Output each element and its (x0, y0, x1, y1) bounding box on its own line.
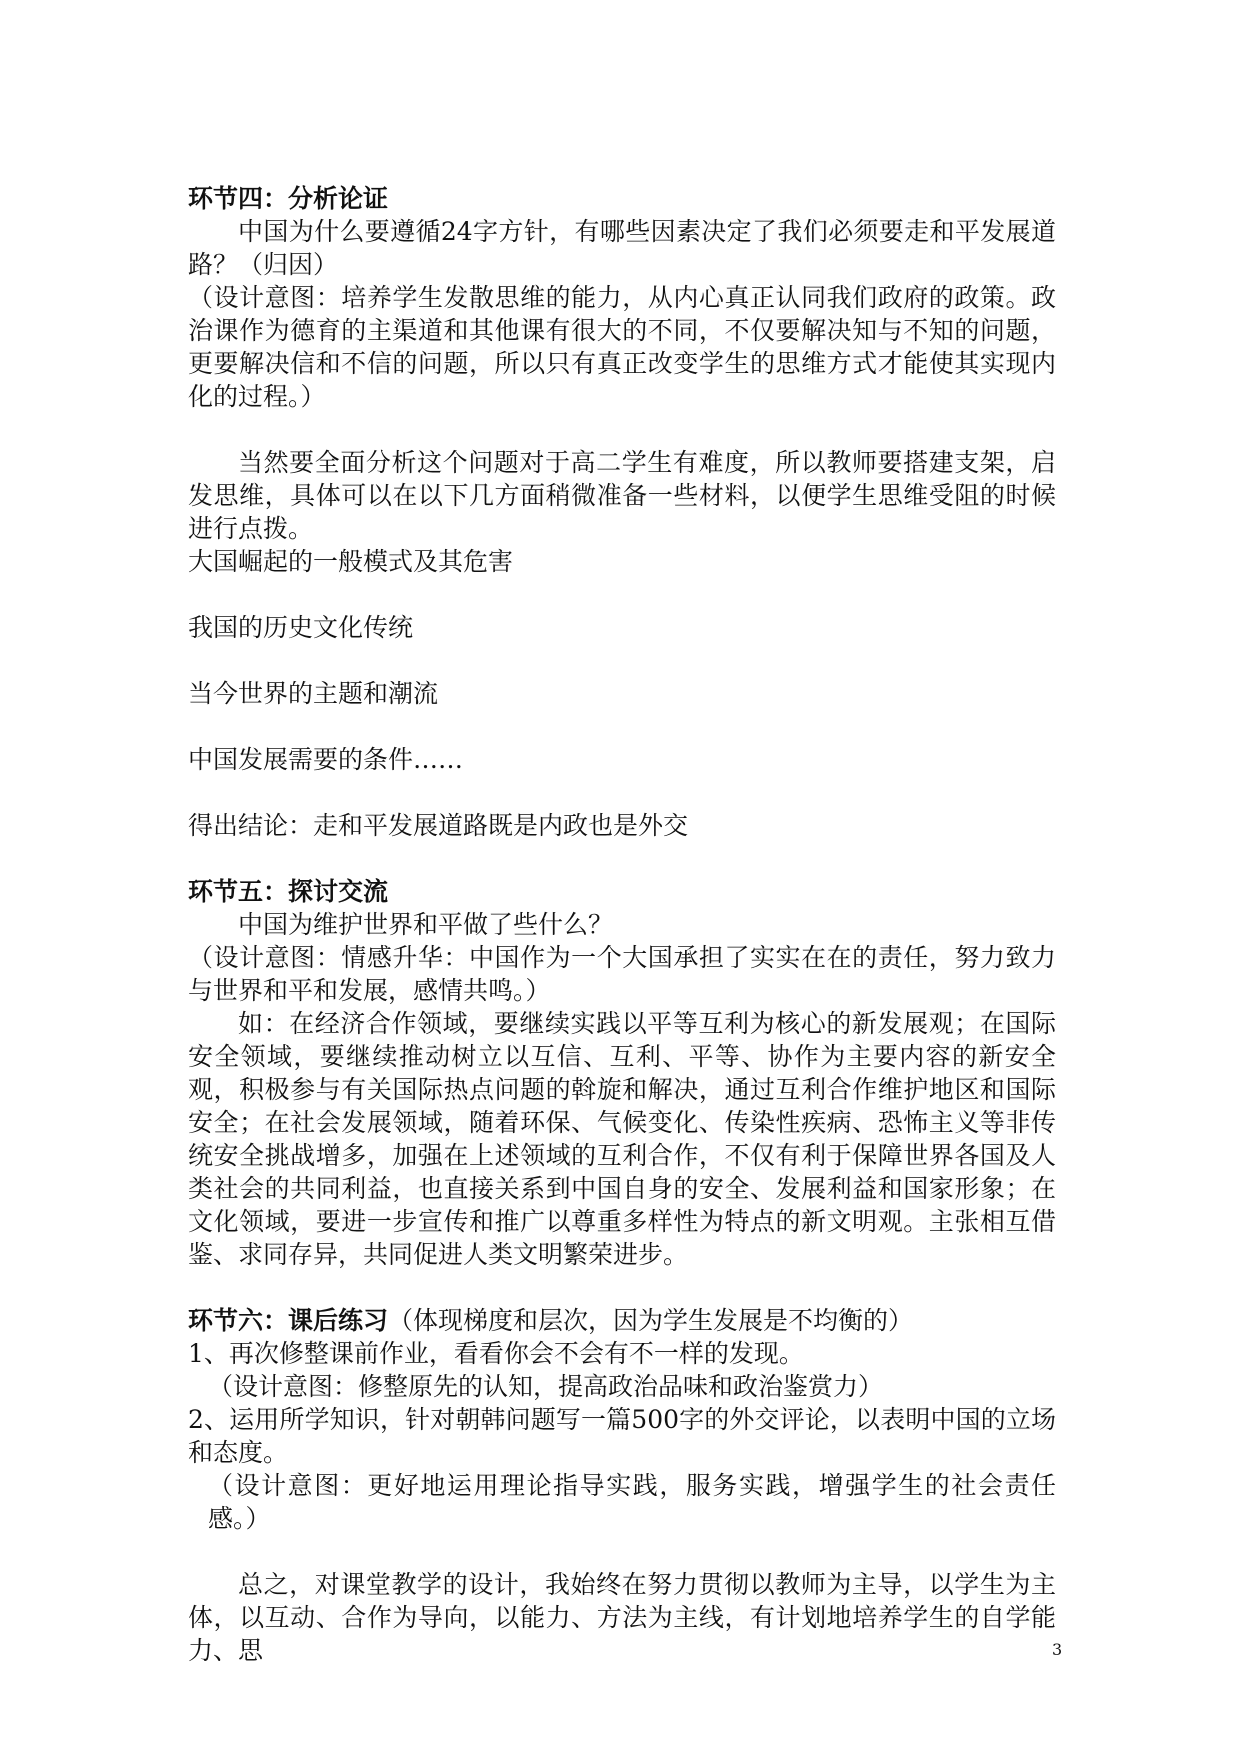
section-4-heading: 环节四：分析论证 (188, 184, 389, 213)
spacer (188, 842, 1056, 875)
section-5-question: 中国为维护世界和平做了些什么？ (238, 910, 614, 939)
spacer (188, 413, 1056, 446)
conclusion-paragraph: 总之，对课堂教学的设计，我始终在努力贯彻以教师为主导，以学生为主体，以互动、合作为导向，以能力、方法为主线，有计划地培养学生的自学能力、思 (188, 1570, 1056, 1665)
section-4-paragraph: 当然要全面分析这个问题对于高二学生有难度，所以教师要搭建支架，启发思维，具体可以在以下几方面稍微准备一些材料，以便学生思维受阻的时候进行点拨。 (188, 448, 1056, 543)
section-4-item: 中国发展需要的条件…… (188, 745, 464, 774)
section-5-heading: 环节五：探讨交流 (188, 877, 389, 906)
page-number: 3 (1052, 1640, 1063, 1659)
section-4-question: 中国为什么要遵循24字方针，有哪些因素决定了我们必须要走和平发展道路？（归因） (188, 217, 1056, 279)
section-4-item: 大国崛起的一般模式及其危害 (188, 547, 514, 576)
section-6-task-1-intent: （设计意图：修整原先的认知，提高政治品味和政治鉴赏力） (208, 1372, 884, 1401)
section-4-design-intent: （设计意图：培养学生发散思维的能力，从内心真正认同我们政府的政策。政治课作为德育的主渠道和其他课有很大的不同，不仅要解决知与不知的问题，更要解决信和不信的问题，所以只有真正改变学生的思维方式才能使其实现内化的过程。） (188, 283, 1056, 411)
section-6-task-2-intent: （设计意图：更好地运用理论指导实践，服务实践，增强学生的社会责任感。） (208, 1471, 1056, 1533)
document-page (188, 182, 1056, 1667)
spacer (188, 776, 1056, 809)
section-6-heading: 环节六：课后练习 (188, 1306, 389, 1335)
section-5-design-intent: （设计意图：情感升华：中国作为一个大国承担了实实在在的责任，努力致力与世界和平和发展，感情共鸣。） (188, 943, 1056, 1005)
spacer (188, 578, 1056, 611)
spacer (188, 644, 1056, 677)
spacer (188, 1271, 1056, 1304)
section-6-heading-note: （体现梯度和层次，因为学生发展是不均衡的） (388, 1306, 914, 1335)
section-4-item: 我国的历史文化传统 (188, 613, 414, 642)
section-6-task-2: 2、运用所学知识，针对朝韩问题写一篇500字的外交评论，以表明中国的立场和态度。 (188, 1405, 1056, 1467)
section-4-conclusion-item: 得出结论：走和平发展道路既是内政也是外交 (188, 811, 689, 840)
spacer (188, 710, 1056, 743)
section-6-task-1: 1、再次修整课前作业，看看你会不会有不一样的发现。 (188, 1339, 804, 1368)
section-6-heading-line (188, 1304, 1056, 1337)
spacer (188, 1535, 1056, 1568)
section-5-example: 如：在经济合作领域，要继续实践以平等互利为核心的新发展观；在国际安全领域，要继续推动树立以互信、互利、平等、协作为主要内容的新安全观，积极参与有关国际热点问题的斡旋和解决，通过互利合作维护地区和国际安全；在社会发展领域，随着环保、气候变化、传染性疾病、恐怖主义等非传统安全挑战增多，加强在上述领域的互利合作，不仅有利于保障世界各国及人类社会的共同利益，也直接关系到中国自身的安全、发展利益和国家形象；在文化领域，要进一步宣传和推广以尊重多样性为特点的新文明观。主张相互借鉴、求同存异，共同促进人类文明繁荣进步。 (188, 1009, 1056, 1269)
section-4-item: 当今世界的主题和潮流 (188, 679, 439, 708)
